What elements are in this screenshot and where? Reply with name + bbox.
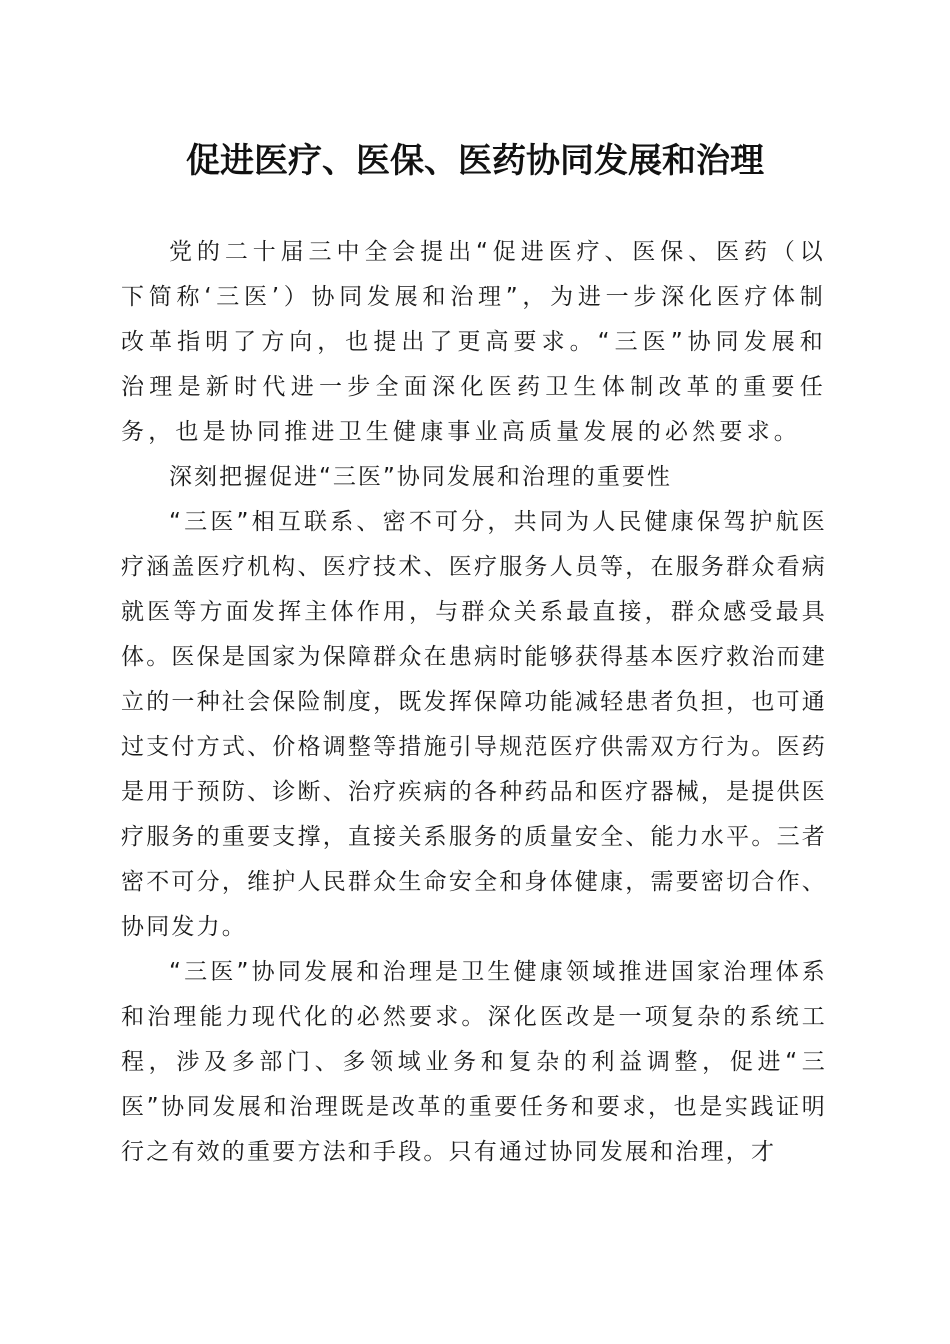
body-paragraph: “三医”相互联系、密不可分，共同为人民健康保驾护航医疗涵盖医疗机构、医疗技术、医疗服务人员等，在服务群众看病就医等方面发挥主体作用，与群众关系最直接，群众感受最具体。医保是国家为保障群众在患病时能够获得基本医疗救治而建立的一种社会保险制度，既发挥保障功能减轻患者负担，也可通过支付方式、价格调整等措施引导规范医疗供需双方行为。医药是用于预防、诊断、治疗疾病的各种药品和医疗器械，是提供医疗服务的重要支撑，直接关系服务的质量安全、能力水平。三者密不可分，维护人民群众生命安全和身体健康，需要密切合作、协同发力。 — [121, 509, 827, 940]
intro-paragraph: 党的二十届三中全会提出“促进医疗、医保、医药（以下简称‘三医’）协同发展和治理”，为进一步深化医疗体制改革指明了方向，也提出了更高要求。“三医”协同发展和治理是新时代进一步全面深化医药卫生体制改革的重要任务，也是协同推进卫生健康事业高质量发展的必然要求。 — [121, 239, 828, 445]
body-paragraph: “三医”协同发展和治理是卫生健康领域推进国家治理体系和治理能力现代化的必然要求。深化医改是一项复杂的系统工程，涉及多部门、多领域业务和复杂的利益调整，促进“三医”协同发展和治理既是改革的重要任务和要求，也是实践证明行之有效的重要方法和手段。只有通过协同发展和治理，才 — [121, 959, 827, 1165]
document-title: 促进医疗、医保、医药协同发展和治理 — [186, 141, 764, 181]
section-subheading: 深刻把握促进“三医”协同发展和治理的重要性 — [169, 464, 672, 490]
document-body — [121, 230, 827, 1175]
